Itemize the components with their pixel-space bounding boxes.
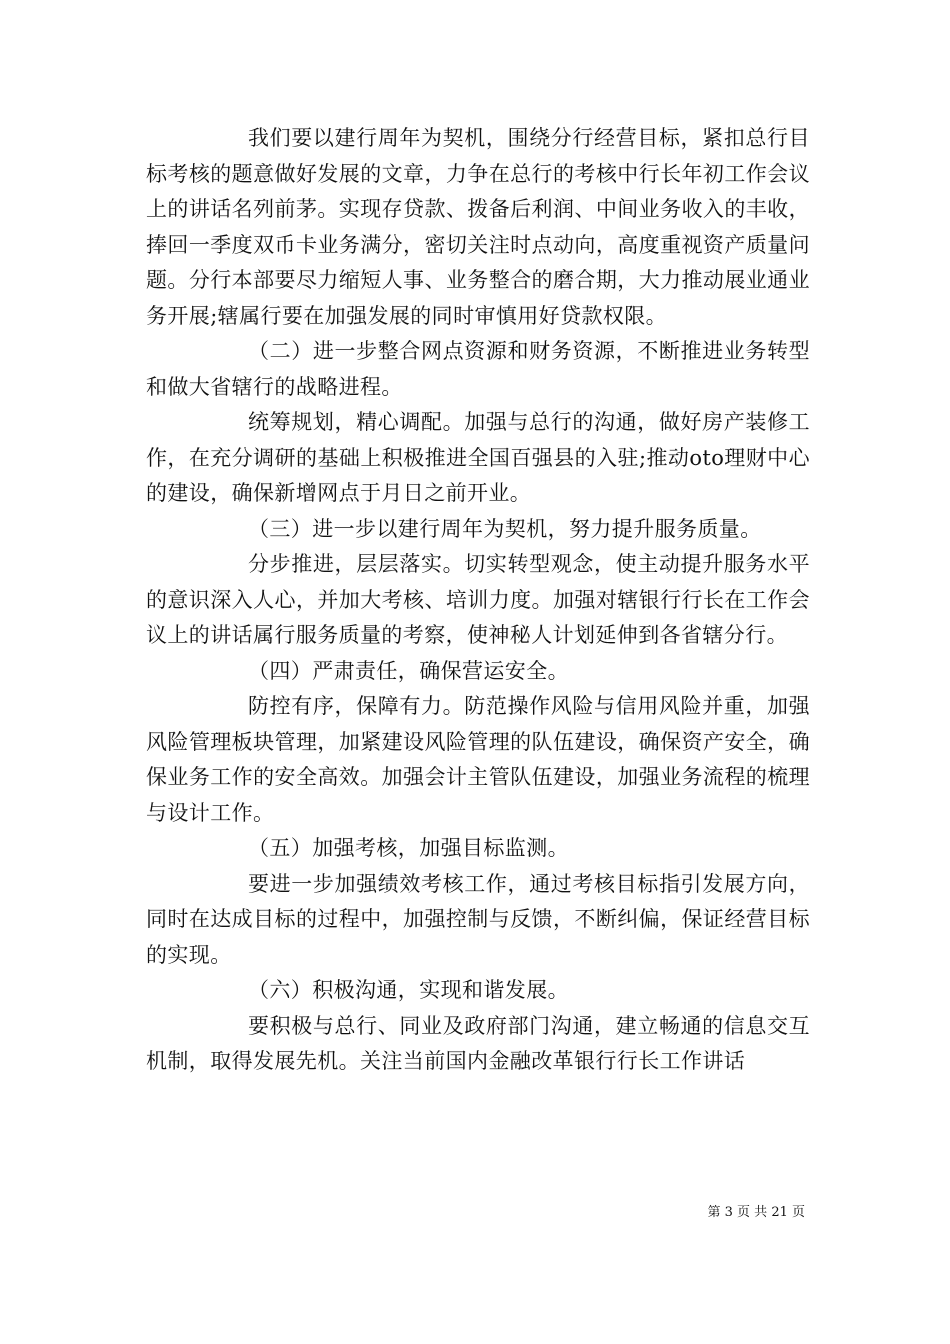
page-number: 第 3 页 共 21 页: [707, 1205, 805, 1220]
heading-section-4: （四）严肃责任，确保营运安全。: [248, 658, 569, 683]
document-body: [146, 121, 810, 1080]
heading-section-5: （五）加强考核，加强目标监测。: [248, 836, 569, 860]
paragraph-section-3: 分步推进，层层落实。切实转型观念，使主动提升服务水平的意识深入人心，并加大考核、培训力度。加强对辖银行行长在工作会议上的讲话属行服务质量的考察，使神秘人计划延伸到各省辖分行。: [146, 552, 810, 647]
paragraph-section-6: 要积极与总行、同业及政府部门沟通，建立畅通的信息交互机制，取得发展先机。关注当前国内金融改革银行行长工作讲话: [146, 1013, 810, 1073]
heading-section-2: （二）进一步整合网点资源和财务资源，不断推进业务转型和做大省辖行的战略进程。: [146, 339, 810, 399]
paragraph-section-5: 要进一步加强绩效考核工作，通过考核目标指引发展方向，同时在达成目标的过程中，加强控制与反馈，不断纠偏，保证经营目标的实现。: [146, 871, 810, 967]
paragraph-section-2: 统筹规划，精心调配。加强与总行的沟通，做好房产装修工作，在充分调研的基础上积极推进全国百强县的入驻;推动oto理财中心的建设，确保新增网点于月日之前开业。: [146, 410, 810, 505]
paragraph-section-4: 防控有序，保障有力。防范操作风险与信用风险并重，加强风险管理板块管理，加紧建设风险管理的队伍建设，确保资产安全，确保业务工作的安全高效。加强会计主管队伍建设，加强业务流程的梳理与设计工作。: [146, 694, 810, 825]
paragraph-goal: 我们要以建行周年为契机，围绕分行经营目标，紧扣总行目标考核的题意做好发展的文章，力争在总行的考核中行长年初工作会议上的讲话名列前茅。实现存贷款、拨备后利润、中间业务收入的丰收，捧回一季度双币卡业务满分，密切关注时点动向，高度重视资产质量问题。分行本部要尽力缩短人事、业务整合的磨合期，大力推动展业通业务开展;辖属行要在加强发展的同时审慎用好贷款权限。: [146, 126, 810, 328]
heading-section-3: （三）进一步以建行周年为契机，努力提升服务质量。: [248, 516, 762, 541]
heading-section-6: （六）积极沟通，实现和谐发展。: [248, 978, 569, 1002]
